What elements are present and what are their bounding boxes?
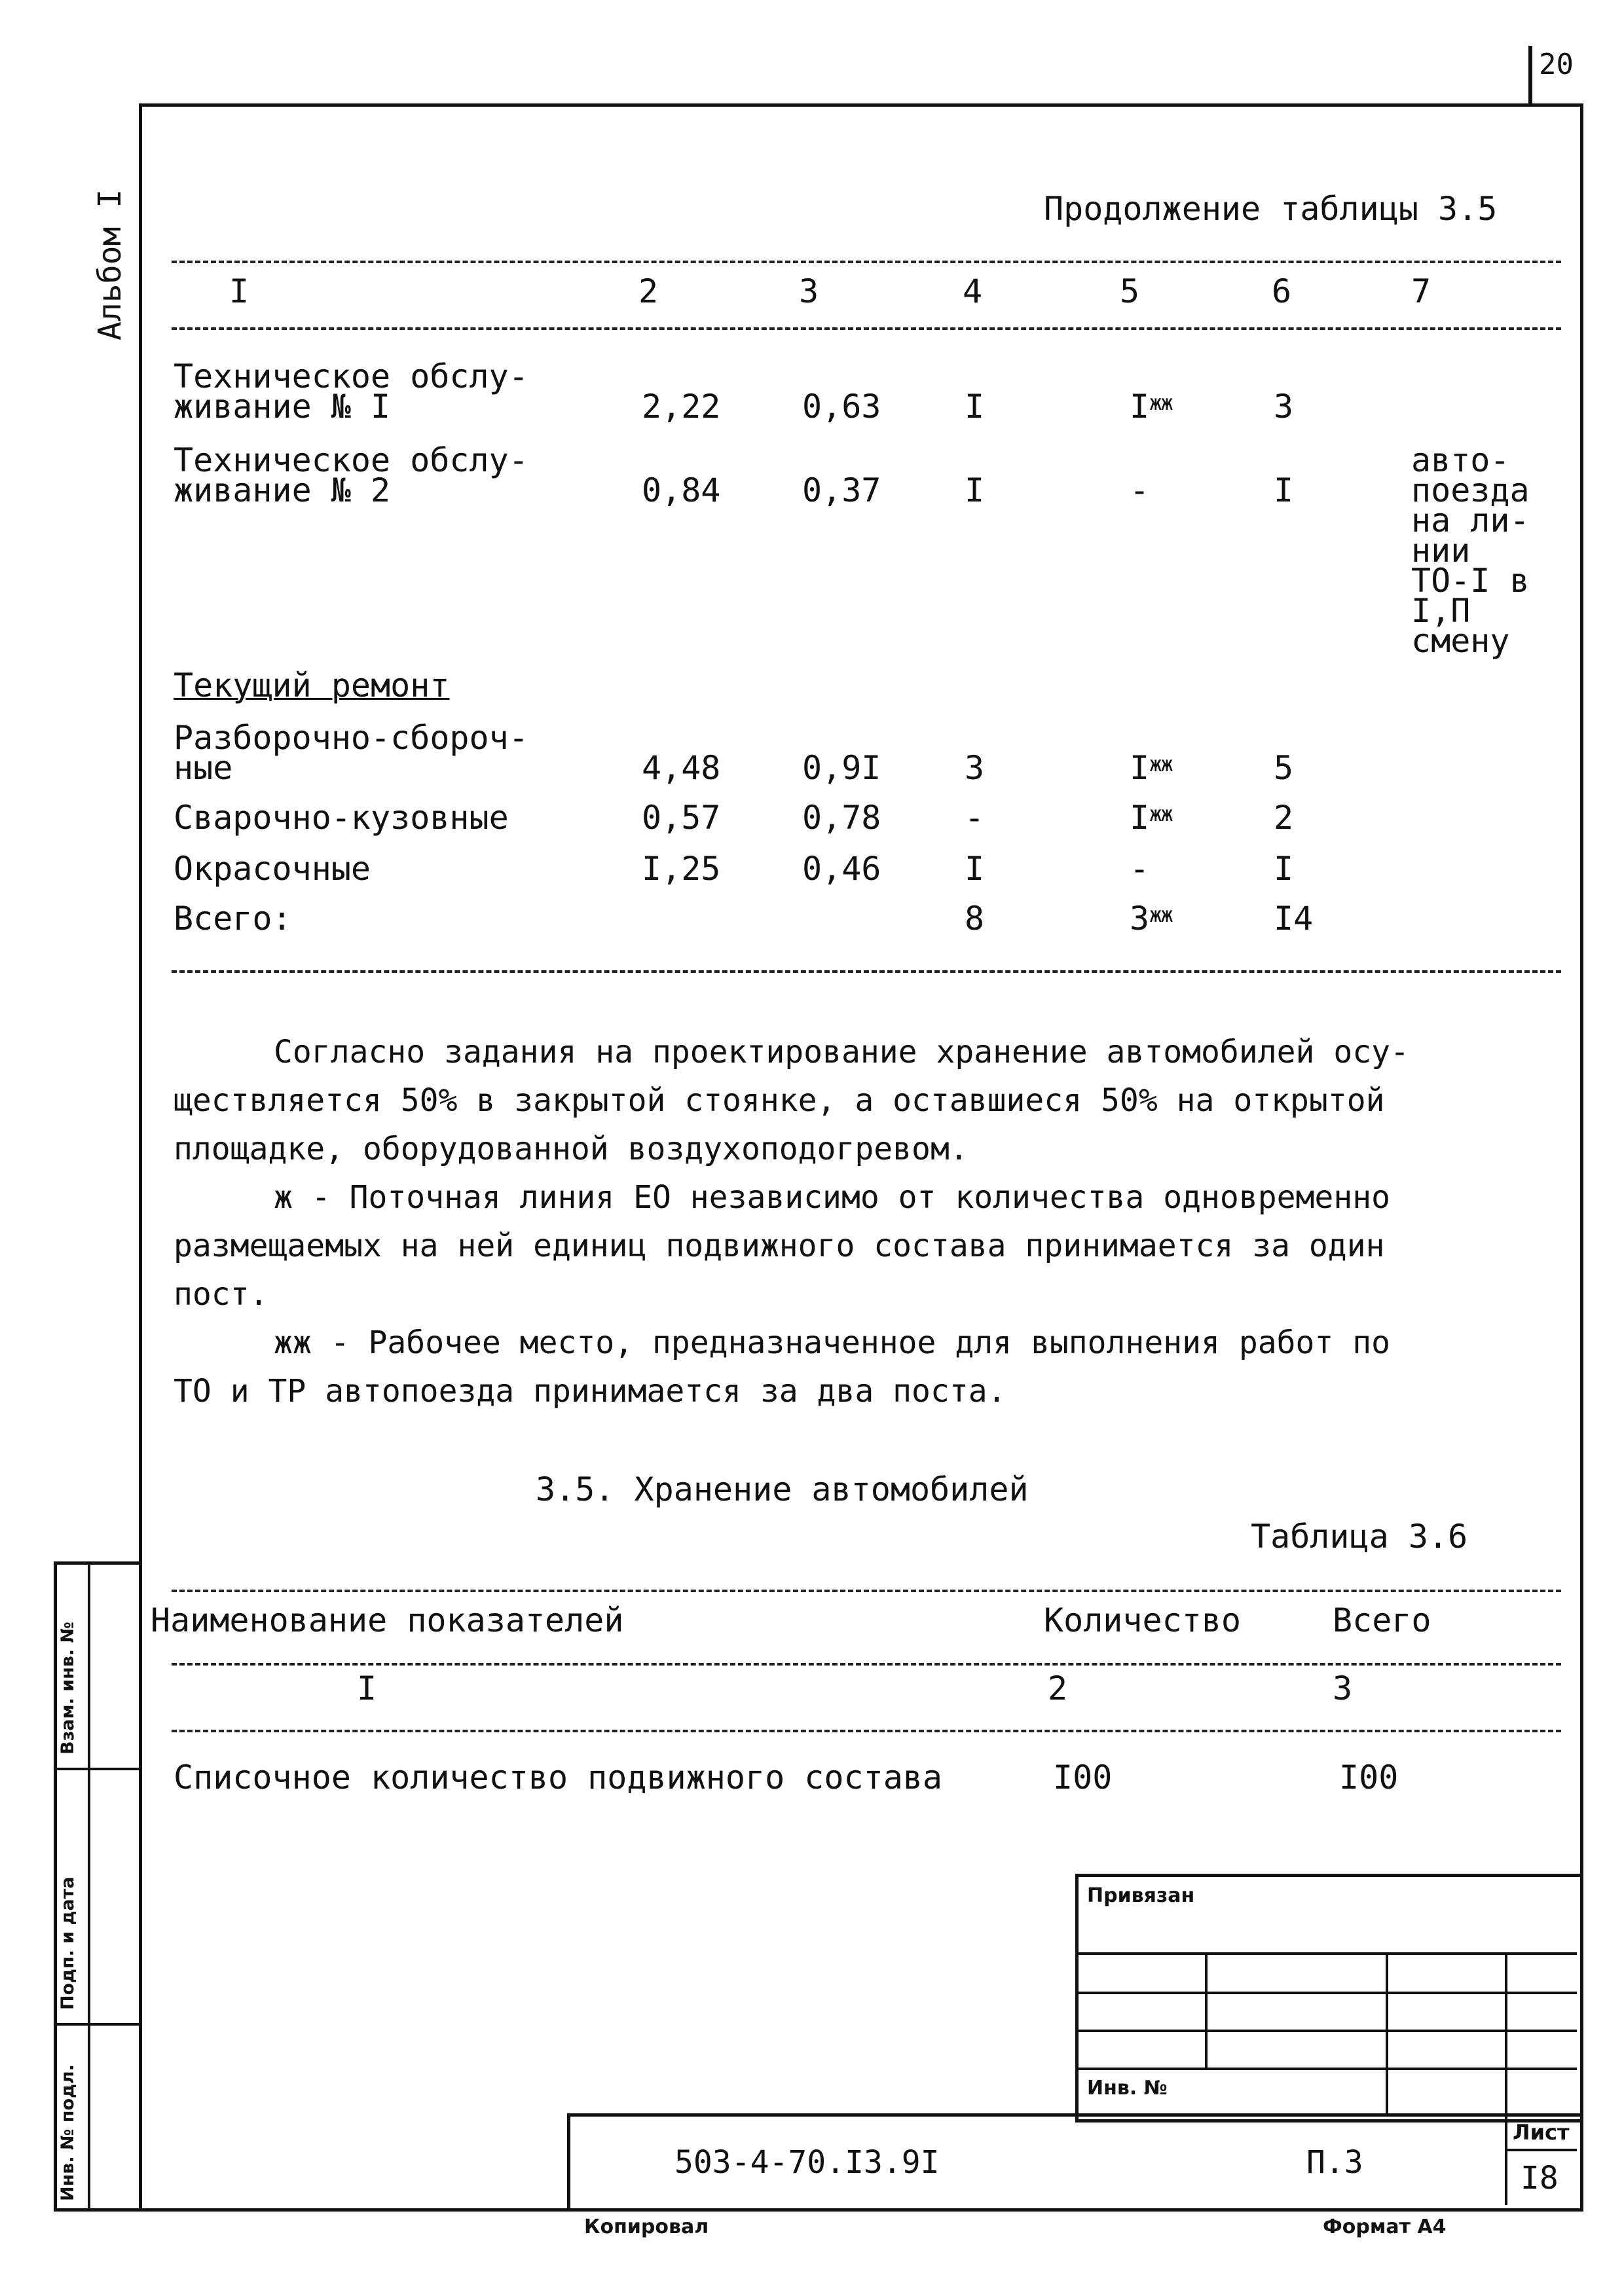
- note-col-7-line-6: I,П: [1411, 592, 1471, 630]
- paragraph-line-3: площадке, оборудованной воздухоподогревом.: [174, 1131, 969, 1167]
- stamp-rule-2: [1075, 1992, 1577, 1994]
- table-caption-3-6: Таблица 3.6: [1251, 1518, 1468, 1556]
- total-col-4: 8: [965, 900, 985, 938]
- cell-sign-date: Подп. и дата: [58, 1876, 78, 2010]
- binding-strip-sep-2: [54, 2023, 139, 2026]
- paragraph-line-8: ТО и ТР автопоезда принимается за два поста.: [174, 1373, 1006, 1410]
- repair-row-2-col-4: -: [965, 799, 985, 837]
- section-current-repair: Текущий ремонт: [174, 666, 450, 704]
- total-col-6: I4: [1274, 900, 1314, 938]
- row-1-col-3: 0,63: [802, 388, 881, 426]
- header-col-6: 6: [1272, 272, 1292, 310]
- sheet-label: Лист: [1513, 2120, 1570, 2145]
- footer-copied: Копировал: [584, 2215, 709, 2238]
- header-col-2: 2: [638, 272, 659, 310]
- doc-part: П.3: [1306, 2144, 1363, 2181]
- binding-strip-sep-1: [54, 1768, 139, 1770]
- stamp-rule-4: [1075, 2068, 1577, 2070]
- row-2-col-2: 0,84: [642, 471, 721, 509]
- table36-row-qty: I00: [1053, 1758, 1113, 1796]
- table36-number-3: 3: [1333, 1669, 1353, 1707]
- repair-row-3-name: Окрасочные: [174, 850, 371, 888]
- repair-row-1-name-line-1: Разборочно-сбороч-: [174, 719, 528, 757]
- repair-row-3-col-5: -: [1130, 850, 1150, 888]
- repair-row-1-col-2: 4,48: [642, 749, 721, 787]
- stamp-col-1: [1205, 1952, 1208, 2068]
- note-col-7-line-4: нии: [1411, 532, 1471, 570]
- section-title: 3.5. Хранение автомобилей: [536, 1470, 1029, 1508]
- note-col-7-line-1: авто-: [1411, 441, 1510, 479]
- row-2-col-6: I: [1274, 471, 1294, 509]
- stamp-rule-3: [1075, 2030, 1577, 2032]
- repair-row-2-col-3: 0,78: [802, 799, 881, 837]
- note-col-7-line-7: смену: [1411, 622, 1510, 660]
- header-col-7: 7: [1411, 272, 1431, 310]
- row-2-col-5: -: [1130, 471, 1150, 509]
- header-col-1: I: [229, 272, 249, 310]
- row-1-col-5-value: I: [1130, 388, 1150, 426]
- stamp-bound-label: Привязан: [1087, 1884, 1195, 1907]
- note-col-7-line-5: ТО-I в: [1411, 562, 1530, 600]
- table-caption-3-5: Продолжение таблицы 3.5: [1044, 190, 1498, 228]
- repair-row-2-col-2: 0,57: [642, 799, 721, 837]
- table36-header-total: Всего: [1333, 1601, 1431, 1639]
- table-rule: [172, 1730, 1561, 1732]
- doc-code: 503-4-70.I3.9I: [674, 2144, 940, 2181]
- table-rule: [172, 970, 1561, 973]
- row-1-col-4: I: [965, 388, 985, 426]
- table-rule: [172, 1590, 1561, 1592]
- sheet-divider: [1505, 2113, 1507, 2205]
- row-2-col-3: 0,37: [802, 471, 881, 509]
- paragraph-line-2: ществляется 50% в закрытой стоянке, а оставшиеся 50% на открытой: [174, 1082, 1385, 1119]
- total-col-5-value: 3: [1130, 900, 1150, 938]
- sheet-rule: [1505, 2149, 1577, 2151]
- cell-orig-inv: Инв. № подл.: [58, 2064, 78, 2201]
- paragraph-line-1: Согласно задания на проектирование хранение автомобилей осу-: [274, 1034, 1409, 1070]
- row-1-name-line-1: Техническое обслу-: [174, 357, 528, 395]
- repair-row-2-col-6: 2: [1274, 799, 1294, 837]
- row-1-col-5-footnote: жж: [1149, 390, 1172, 415]
- table36-number-1: I: [357, 1669, 377, 1707]
- repair-row-1-name-line-2: ные: [174, 749, 233, 787]
- total-col-5-footnote: жж: [1149, 902, 1172, 927]
- total-col-5: [1130, 901, 1172, 936]
- paragraph-line-6: пост.: [174, 1276, 268, 1313]
- header-col-3: 3: [799, 272, 819, 310]
- footer-format: Формат А4: [1323, 2215, 1447, 2238]
- table36-row-name: Списочное количество подвижного состава: [174, 1758, 942, 1796]
- repair-row-2-name: Сварочно-кузовные: [174, 799, 509, 837]
- repair-row-1-col-3: 0,9I: [802, 749, 881, 787]
- corner-tick: [1528, 46, 1532, 103]
- row-1-col-6: 3: [1274, 388, 1294, 426]
- note-col-7-line-3: на ли-: [1411, 501, 1530, 539]
- repair-row-1-col-4: 3: [965, 749, 985, 787]
- repair-row-3-col-6: I: [1274, 850, 1294, 888]
- row-1-name-line-2: живание № I: [174, 388, 391, 426]
- stamp-col-2: [1386, 1952, 1388, 2116]
- cell-replaced-inv: Взам. инв. №: [58, 1621, 78, 1755]
- repair-row-2-col-5-footnote: жж: [1149, 801, 1172, 826]
- header-col-4: 4: [963, 272, 983, 310]
- row-2-col-4: I: [965, 471, 985, 509]
- table36-number-2: 2: [1048, 1669, 1068, 1707]
- stamp-rule-1: [1075, 1952, 1577, 1955]
- repair-row-2-col-5-value: I: [1130, 799, 1150, 837]
- note-col-7-line-2: поезда: [1411, 471, 1530, 509]
- row-2-name-line-2: живание № 2: [174, 471, 391, 509]
- repair-row-3-col-4: I: [965, 850, 985, 888]
- table-rule: [172, 1663, 1561, 1666]
- table-rule: [172, 327, 1561, 330]
- repair-row-1-col-6: 5: [1274, 749, 1294, 787]
- table36-header-qty: Количество: [1044, 1601, 1242, 1639]
- repair-row-2-col-5: [1130, 800, 1172, 835]
- repair-row-1-col-5-footnote: жж: [1149, 752, 1172, 776]
- repair-row-3-col-3: 0,46: [802, 850, 881, 888]
- table-rule: [172, 261, 1561, 263]
- paragraph-line-4: ж - Поточная линия ЕО независимо от количества одновременно: [274, 1179, 1391, 1216]
- paragraph-line-5: размещаемых на ней единиц подвижного состава принимается за один: [174, 1228, 1385, 1264]
- binding-strip-divider: [88, 1561, 90, 2208]
- table36-row-total: I00: [1339, 1758, 1399, 1796]
- row-1-col-5: [1130, 389, 1172, 424]
- page-corner-number: 20: [1539, 48, 1574, 81]
- header-col-5: 5: [1120, 272, 1140, 310]
- repair-row-1-col-5: [1130, 750, 1172, 786]
- stamp-inv-label: Инв. №: [1087, 2077, 1168, 2100]
- sheet-number: I8: [1521, 2160, 1559, 2196]
- row-2-name-line-1: Техническое обслу-: [174, 441, 528, 479]
- repair-row-1-col-5-value: I: [1130, 749, 1150, 787]
- stamp-col-3: [1505, 1952, 1507, 2116]
- row-1-col-2: 2,22: [642, 388, 721, 426]
- paragraph-line-7: жж - Рабочее место, предназначенное для выполнения работ по: [274, 1324, 1391, 1361]
- total-label: Всего:: [174, 900, 292, 938]
- repair-row-3-col-2: I,25: [642, 850, 721, 888]
- table36-header-name: Наименование показателей: [151, 1601, 624, 1639]
- side-label: Альбом I: [92, 189, 128, 340]
